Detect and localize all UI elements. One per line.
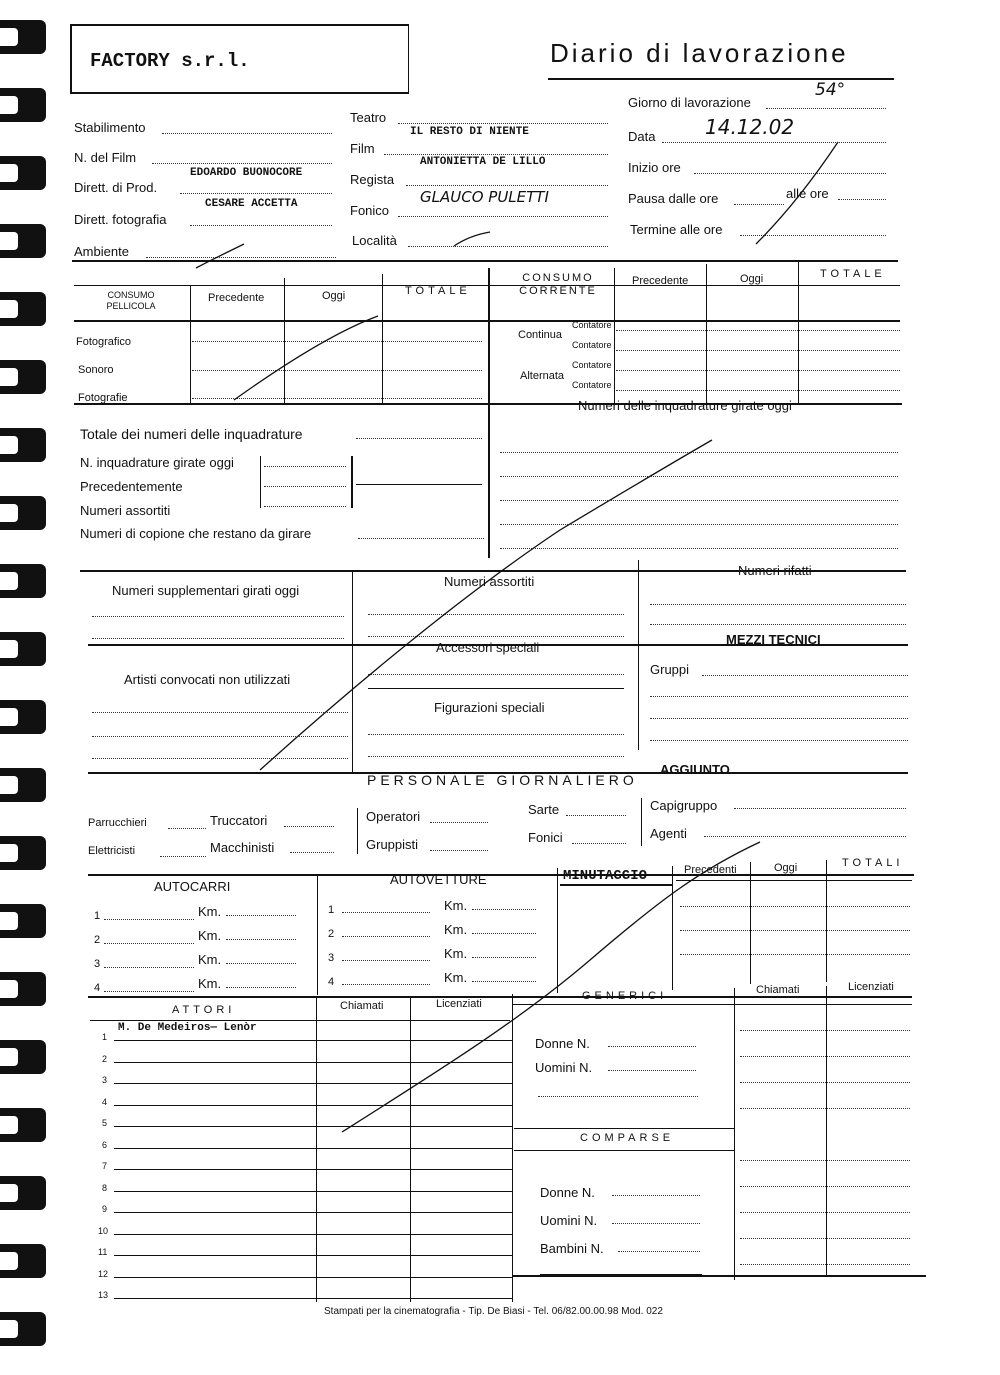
generici-chiamati: Chiamati xyxy=(756,984,800,996)
attore-num: 10 xyxy=(98,1226,109,1236)
attori-licenziati: Licenziati xyxy=(436,998,482,1010)
attore-1-value: M. De Medeiros— Lenòr xyxy=(118,1022,257,1034)
cp-precedente: Precedente xyxy=(208,292,265,304)
copione-label: Numeri di copione che restano da girare xyxy=(80,526,312,541)
cc-totale: TOTALE xyxy=(820,268,886,280)
ambiente-label: Ambiente xyxy=(74,244,129,259)
autocarro-num-3: 3 xyxy=(94,958,101,970)
minutaggio-label: MINUTAGGIO xyxy=(563,868,648,884)
consumo-corrente-header: CONSUMO CORRENTE xyxy=(519,272,597,297)
cp-row-sonoro: Sonoro xyxy=(78,364,114,376)
autovettura-km-3: Km. xyxy=(444,946,468,961)
attore-num: 9 xyxy=(102,1204,108,1214)
personale-aggiunto: AGGIUNTO xyxy=(660,762,730,777)
personale-title: PERSONALE GIORNALIERO xyxy=(367,772,638,788)
dir-prod-label: Dirett. di Prod. xyxy=(74,180,158,195)
operatori-label: Operatori xyxy=(366,809,421,824)
alle-label: alle ore xyxy=(786,186,829,201)
comparse-bambini: Bambini N. xyxy=(540,1241,604,1256)
teatro-label: Teatro xyxy=(350,110,387,125)
attore-num: 13 xyxy=(98,1290,109,1300)
rifatti-label: Numeri rifatti xyxy=(738,563,812,578)
mezzi-tecnici-label: MEZZI TECNICI xyxy=(726,632,821,647)
attore-num: 11 xyxy=(98,1247,108,1257)
attore-num: 4 xyxy=(102,1097,108,1107)
autovettura-num-2: 2 xyxy=(328,928,335,940)
autovettura-km-2: Km. xyxy=(444,922,468,937)
cc-contatore-1: Contatore xyxy=(572,320,612,330)
assortiti-label: Numeri assortiti xyxy=(80,503,171,518)
pausa-label: Pausa dalle ore xyxy=(628,191,719,206)
cc-contatore-3: Contatore xyxy=(572,360,612,370)
generici-donne: Donne N. xyxy=(535,1036,590,1051)
numeri-girate-oggi-label: Numeri delle inquadrature girate oggi xyxy=(578,398,792,413)
cc-contatore-4: Contatore xyxy=(572,380,612,390)
cp-oggi: Oggi xyxy=(322,290,346,302)
comparse-header: COMPARSE xyxy=(580,1132,675,1144)
capigruppo-label: Capigruppo xyxy=(650,798,718,813)
autocarro-num-2: 2 xyxy=(94,934,101,946)
attore-num: 1 xyxy=(102,1032,108,1042)
autocarri-label: AUTOCARRI xyxy=(154,879,231,894)
parrucchieri-label: Parrucchieri xyxy=(88,817,147,829)
attore-num: 6 xyxy=(102,1140,108,1150)
inizio-label: Inizio ore xyxy=(628,160,681,175)
film-value: IL RESTO DI NIENTE xyxy=(410,126,529,138)
agenti-label: Agenti xyxy=(650,826,687,841)
generici-header: GENERICI xyxy=(582,990,668,1002)
gruppisti-label: Gruppisti xyxy=(366,837,419,852)
comparse-uomini: Uomini N. xyxy=(540,1213,598,1228)
attore-num: 5 xyxy=(102,1118,108,1128)
company-name: FACTORY s.r.l. xyxy=(90,50,250,72)
attori-header: ATTORI xyxy=(172,1004,236,1016)
sarte-label: Sarte xyxy=(528,802,560,817)
comparse-donne: Donne N. xyxy=(540,1185,595,1200)
data-value: 14.12.02 xyxy=(705,115,795,139)
autocarro-km-1: Km. xyxy=(198,904,222,919)
autovettura-num-3: 3 xyxy=(328,952,335,964)
localita-label: Località xyxy=(352,233,397,248)
fonico-value: GLAUCO PULETTI xyxy=(420,188,549,206)
stabilimento-label: Stabilimento xyxy=(74,120,146,135)
autocarro-km-2: Km. xyxy=(198,928,222,943)
artisti-label: Artisti convocati non utilizzati xyxy=(124,672,291,687)
giorno-value: 54° xyxy=(815,80,846,100)
cc-alternata: Alternata xyxy=(520,370,565,382)
dir-prod-value: EDOARDO BUONOCORE xyxy=(190,167,303,179)
macchinisti-label: Macchinisti xyxy=(210,840,275,855)
film-label: Film xyxy=(350,141,375,156)
cp-row-fotografico: Fotografico xyxy=(76,336,132,348)
consumo-pellicola-header: CONSUMO PELLICOLA xyxy=(106,290,156,311)
minutaggio-oggi: Oggi xyxy=(774,862,798,874)
autocarro-num-1: 1 xyxy=(94,910,101,922)
fonico-label: Fonico xyxy=(350,203,390,218)
figurazioni-label: Figurazioni speciali xyxy=(434,700,545,715)
supplementari-label: Numeri supplementari girati oggi xyxy=(112,583,300,598)
document-title: Diario di lavorazione xyxy=(550,38,849,68)
nfilm-label: N. del Film xyxy=(74,150,137,165)
termine-label: Termine alle ore xyxy=(630,222,723,237)
data-label: Data xyxy=(628,129,656,144)
autocarro-km-4: Km. xyxy=(198,976,222,991)
assortiti-mid-label: Numeri assortiti xyxy=(444,574,535,589)
giorno-label: Giorno di lavorazione xyxy=(628,95,751,110)
dir-foto-value: CESARE ACCETTA xyxy=(205,198,298,210)
autovettura-num-1: 1 xyxy=(328,904,335,916)
minutaggio-totali: TOTALI xyxy=(842,857,904,869)
autocarro-num-4: 4 xyxy=(94,982,101,994)
fonici-label: Fonici xyxy=(528,830,563,845)
girate-oggi-label: N. inquadrature girate oggi xyxy=(80,455,234,470)
cc-contatore-2: Contatore xyxy=(572,340,612,350)
cc-oggi: Oggi xyxy=(740,273,764,285)
regista-label: Regista xyxy=(350,172,395,187)
gruppi-label: Gruppi xyxy=(650,662,690,677)
elettricisti-label: Elettricisti xyxy=(88,845,136,857)
dir-foto-label: Dirett. fotografia xyxy=(74,212,167,227)
attore-num: 3 xyxy=(102,1075,108,1085)
attore-num: 8 xyxy=(102,1183,108,1193)
autovettura-km-4: Km. xyxy=(444,970,468,985)
autovetture-label: AUTOVETTURE xyxy=(390,872,487,887)
cp-row-fotografie: Fotografie xyxy=(78,392,128,404)
precedentemente-label: Precedentemente xyxy=(80,479,183,494)
accessori-label: Accessori speciali xyxy=(436,640,540,655)
truccatori-label: Truccatori xyxy=(210,813,268,828)
autovettura-km-1: Km. xyxy=(444,898,468,913)
totale-inquadrature-label: Totale dei numeri delle inquadrature xyxy=(80,426,303,442)
bracket-box xyxy=(260,456,353,508)
generici-licenziati: Licenziati xyxy=(848,981,894,993)
attore-num: 2 xyxy=(102,1054,108,1064)
cc-precedente: Precedente xyxy=(632,275,689,287)
attori-chiamati: Chiamati xyxy=(340,1000,384,1012)
regista-value: ANTONIETTA DE LILLO xyxy=(420,156,546,168)
generici-uomini: Uomini N. xyxy=(535,1060,593,1075)
cp-totale: TOTALE xyxy=(405,285,471,297)
attore-num: 7 xyxy=(102,1161,108,1171)
footer-text: Stampati per la cinematografia - Tip. De Biasi - Tel. 06/82.00.00.98 Mod. 022 xyxy=(324,1306,663,1317)
minutaggio-precedenti: Precedenti xyxy=(684,864,737,876)
autocarro-km-3: Km. xyxy=(198,952,222,967)
cc-continua: Continua xyxy=(518,329,563,341)
autovettura-num-4: 4 xyxy=(328,976,335,988)
attore-num: 12 xyxy=(98,1269,109,1279)
